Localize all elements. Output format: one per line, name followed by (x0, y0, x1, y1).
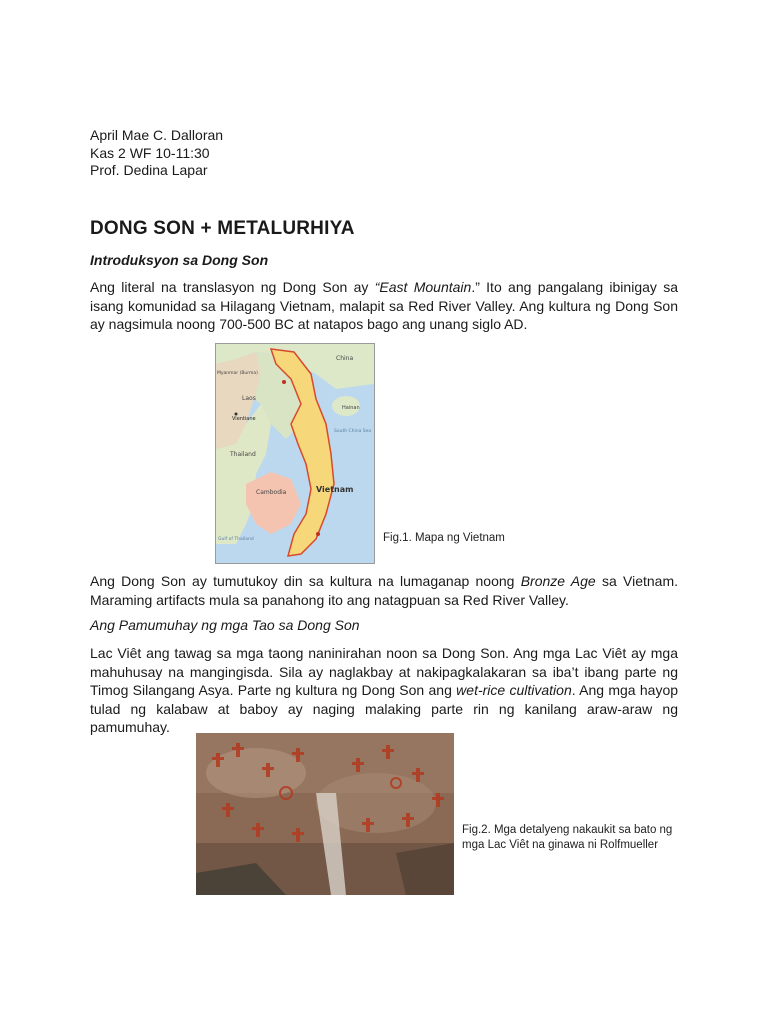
map-label-thailand: Thailand (230, 451, 256, 458)
map-label-hainan: Hainan (342, 405, 360, 411)
rock-carving-image (196, 733, 454, 895)
figure2-caption: Fig.2. Mga detalyeng nakaukit sa bato ng mga Lac Viêt na ginawa ni Rolfmueller (462, 824, 673, 851)
map-label-cambodia: Cambodia (256, 489, 287, 496)
map-label-south-china-sea: South China Sea (334, 429, 372, 434)
map-label-laos: Laos (242, 395, 256, 402)
paragraph-introduction: Ang literal na translasyon ng Dong Son ay “East Mountain.” Ito ang pangalang ibinigay sa isang komunidad sa Hilagang Vietnam, malapit sa Red River Valley. Ang kultura ng Dong Son ay nagsimula noong 700-500 BC at natapos bago ang unang siglo AD. (90, 279, 678, 332)
section-heading-pamumuhay: Ang Pamumuhay ng mga Tao sa Dong Son (90, 617, 360, 633)
author-name: April Mae C. Dalloran (90, 127, 224, 143)
map-label-china: China (336, 355, 354, 362)
author-block (90, 127, 223, 180)
map-label-vietnam: Vietnam (316, 485, 354, 494)
paragraph-bronze-age: Ang Dong Son ay tumutukoy din sa kultura na lumaganap noong Bronze Age sa Vietnam. Maraming artifacts mula sa panahong ito ang natagpuan sa Red River Valley. (90, 573, 679, 608)
section-heading-introduction: Introduksyon sa Dong Son (90, 252, 269, 268)
map-label-gulf-of-thailand: Gulf of Thailand (218, 537, 254, 542)
vietnam-map-image (215, 343, 375, 564)
professor-name: Prof. Dedina Lapar (90, 162, 208, 178)
class-schedule: Kas 2 WF 10-11:30 (90, 144, 210, 161)
map-label-vientiane: Vientiane (232, 416, 256, 422)
map-label-myanmar: Myanmar (Burma) (217, 371, 258, 376)
paragraph-lac-viet: Lac Viêt ang tawag sa mga taong naninirahan noon sa Dong Son. Ang mga Lac Viêt ay mga mahuhusay na mangingisda. Sila ay naglakbay at nakipagkalakaran sa iba’t ibang parte ng Timog Silangang Asya. Parte ng kultura ng Dong Son ang wet-rice cultivation. Ang mga hayop tulad ng kalabaw at baboy ay naging malaking parte rin ng kanilang araw-araw ng pamumuhay. (90, 645, 679, 735)
figure1-caption: Fig.1. Mapa ng Vietnam (383, 532, 505, 544)
document-title: DONG SON + METALURHIYA (90, 218, 355, 239)
